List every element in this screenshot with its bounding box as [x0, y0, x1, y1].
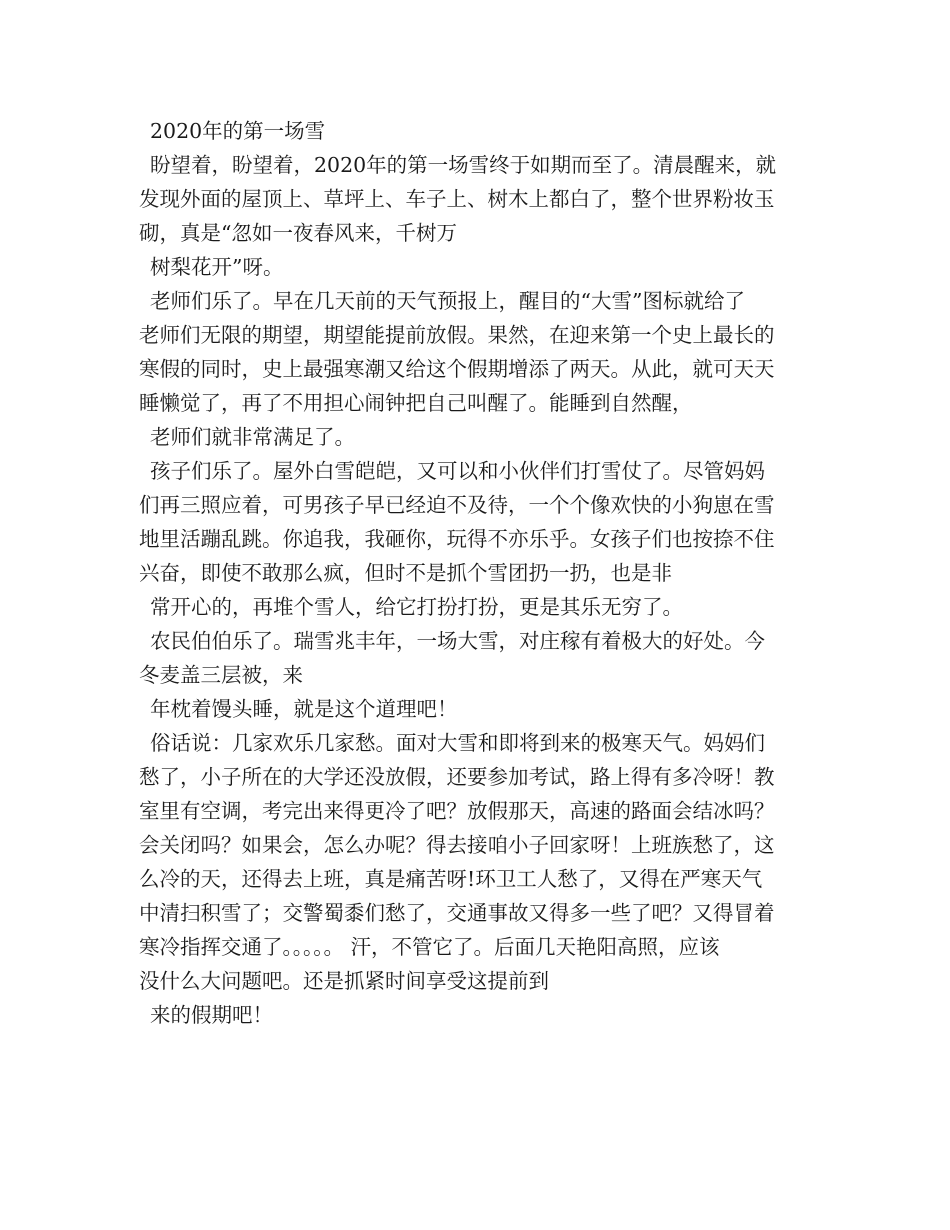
text-line: 中清扫积雪了；交警蜀黍们愁了，交通事故又得多一些了吧？又得冒着: [139, 901, 775, 925]
text-line: 常开心的，再堆个雪人，给它打扮打扮，更是其乐无穷了。: [150, 595, 683, 619]
text-line: 地里活蹦乱跳。你追我，我砸你，玩得不亦乐乎。女孩子们也按捺不住: [139, 527, 775, 551]
text-line: 发现外面的屋顶上、草坪上、车子上、树木上都白了，整个世界粉妆玉: [139, 187, 775, 211]
text-line: 俗话说：几家欢乐几家愁。面对大雪和即将到来的极寒天气。妈妈们: [150, 731, 765, 755]
text-line: 室里有空调，考完出来得更冷了吧？放假那天，高速的路面会结冰吗？: [139, 799, 775, 823]
text-line: 兴奋，即使不敢那么疯，但时不是抓个雪团扔一扔，也是非: [139, 561, 672, 585]
text-line: 睡懒觉了，再了不用担心闹钟把自己叫醒了。能睡到自然醒，: [139, 391, 693, 415]
text-line: 么冷的天，还得去上班，真是痛苦呀!环卫工人愁了，又得在严寒天气: [139, 867, 763, 891]
text-line: 没什么大问题吧。还是抓紧时间享受这提前到: [139, 969, 549, 993]
text-line: 冬麦盖三层被，来: [139, 663, 303, 687]
text-line: 孩子们乐了。屋外白雪皑皑，又可以和小伙伴们打雪仗了。尽管妈妈: [150, 459, 765, 483]
text-line: 树梨花开”呀。: [150, 255, 284, 279]
text-line: 来的假期吧！: [150, 1003, 273, 1027]
text-line: 农民伯伯乐了。瑞雪兆丰年，一场大雪，对庄稼有着极大的好处。今: [150, 629, 765, 653]
document-title: 2020年的第一场雪: [150, 119, 326, 143]
text-line: 寒冷指挥交通了。。。。。 汗，不管它了。后面几天艳阳高照，应该: [139, 935, 720, 959]
text-line: 老师们就非常满足了。: [150, 425, 355, 449]
text-line: 砌，真是“忽如一夜春风来，千树万: [139, 221, 457, 245]
text-line: 老师们乐了。早在几天前的天气预报上，醒目的“大雪”图标就给了: [150, 289, 745, 313]
text-line: 愁了，小子所在的大学还没放假，还要参加考试，路上得有多冷呀！教: [139, 765, 775, 789]
text-line: 寒假的同时，史上最强寒潮又给这个假期增添了两天。从此，就可天天: [139, 357, 775, 381]
document-body: [139, 114, 819, 1032]
text-line: 会关闭吗？如果会，怎么办呢？得去接咱小子回家呀！上班族愁了，这: [139, 833, 775, 857]
text-line: 盼望着，盼望着，2020年的第一场雪终于如期而至了。清晨醒来，就: [150, 153, 777, 177]
text-line: 们再三照应着，可男孩子早已经迫不及待，一个个像欢快的小狗崽在雪: [139, 493, 775, 517]
document-lines: [139, 148, 819, 1032]
text-line: 年枕着馒头睡，就是这个道理吧！: [150, 697, 458, 721]
text-line: 老师们无限的期望，期望能提前放假。果然，在迎来第一个史上最长的: [139, 323, 775, 347]
